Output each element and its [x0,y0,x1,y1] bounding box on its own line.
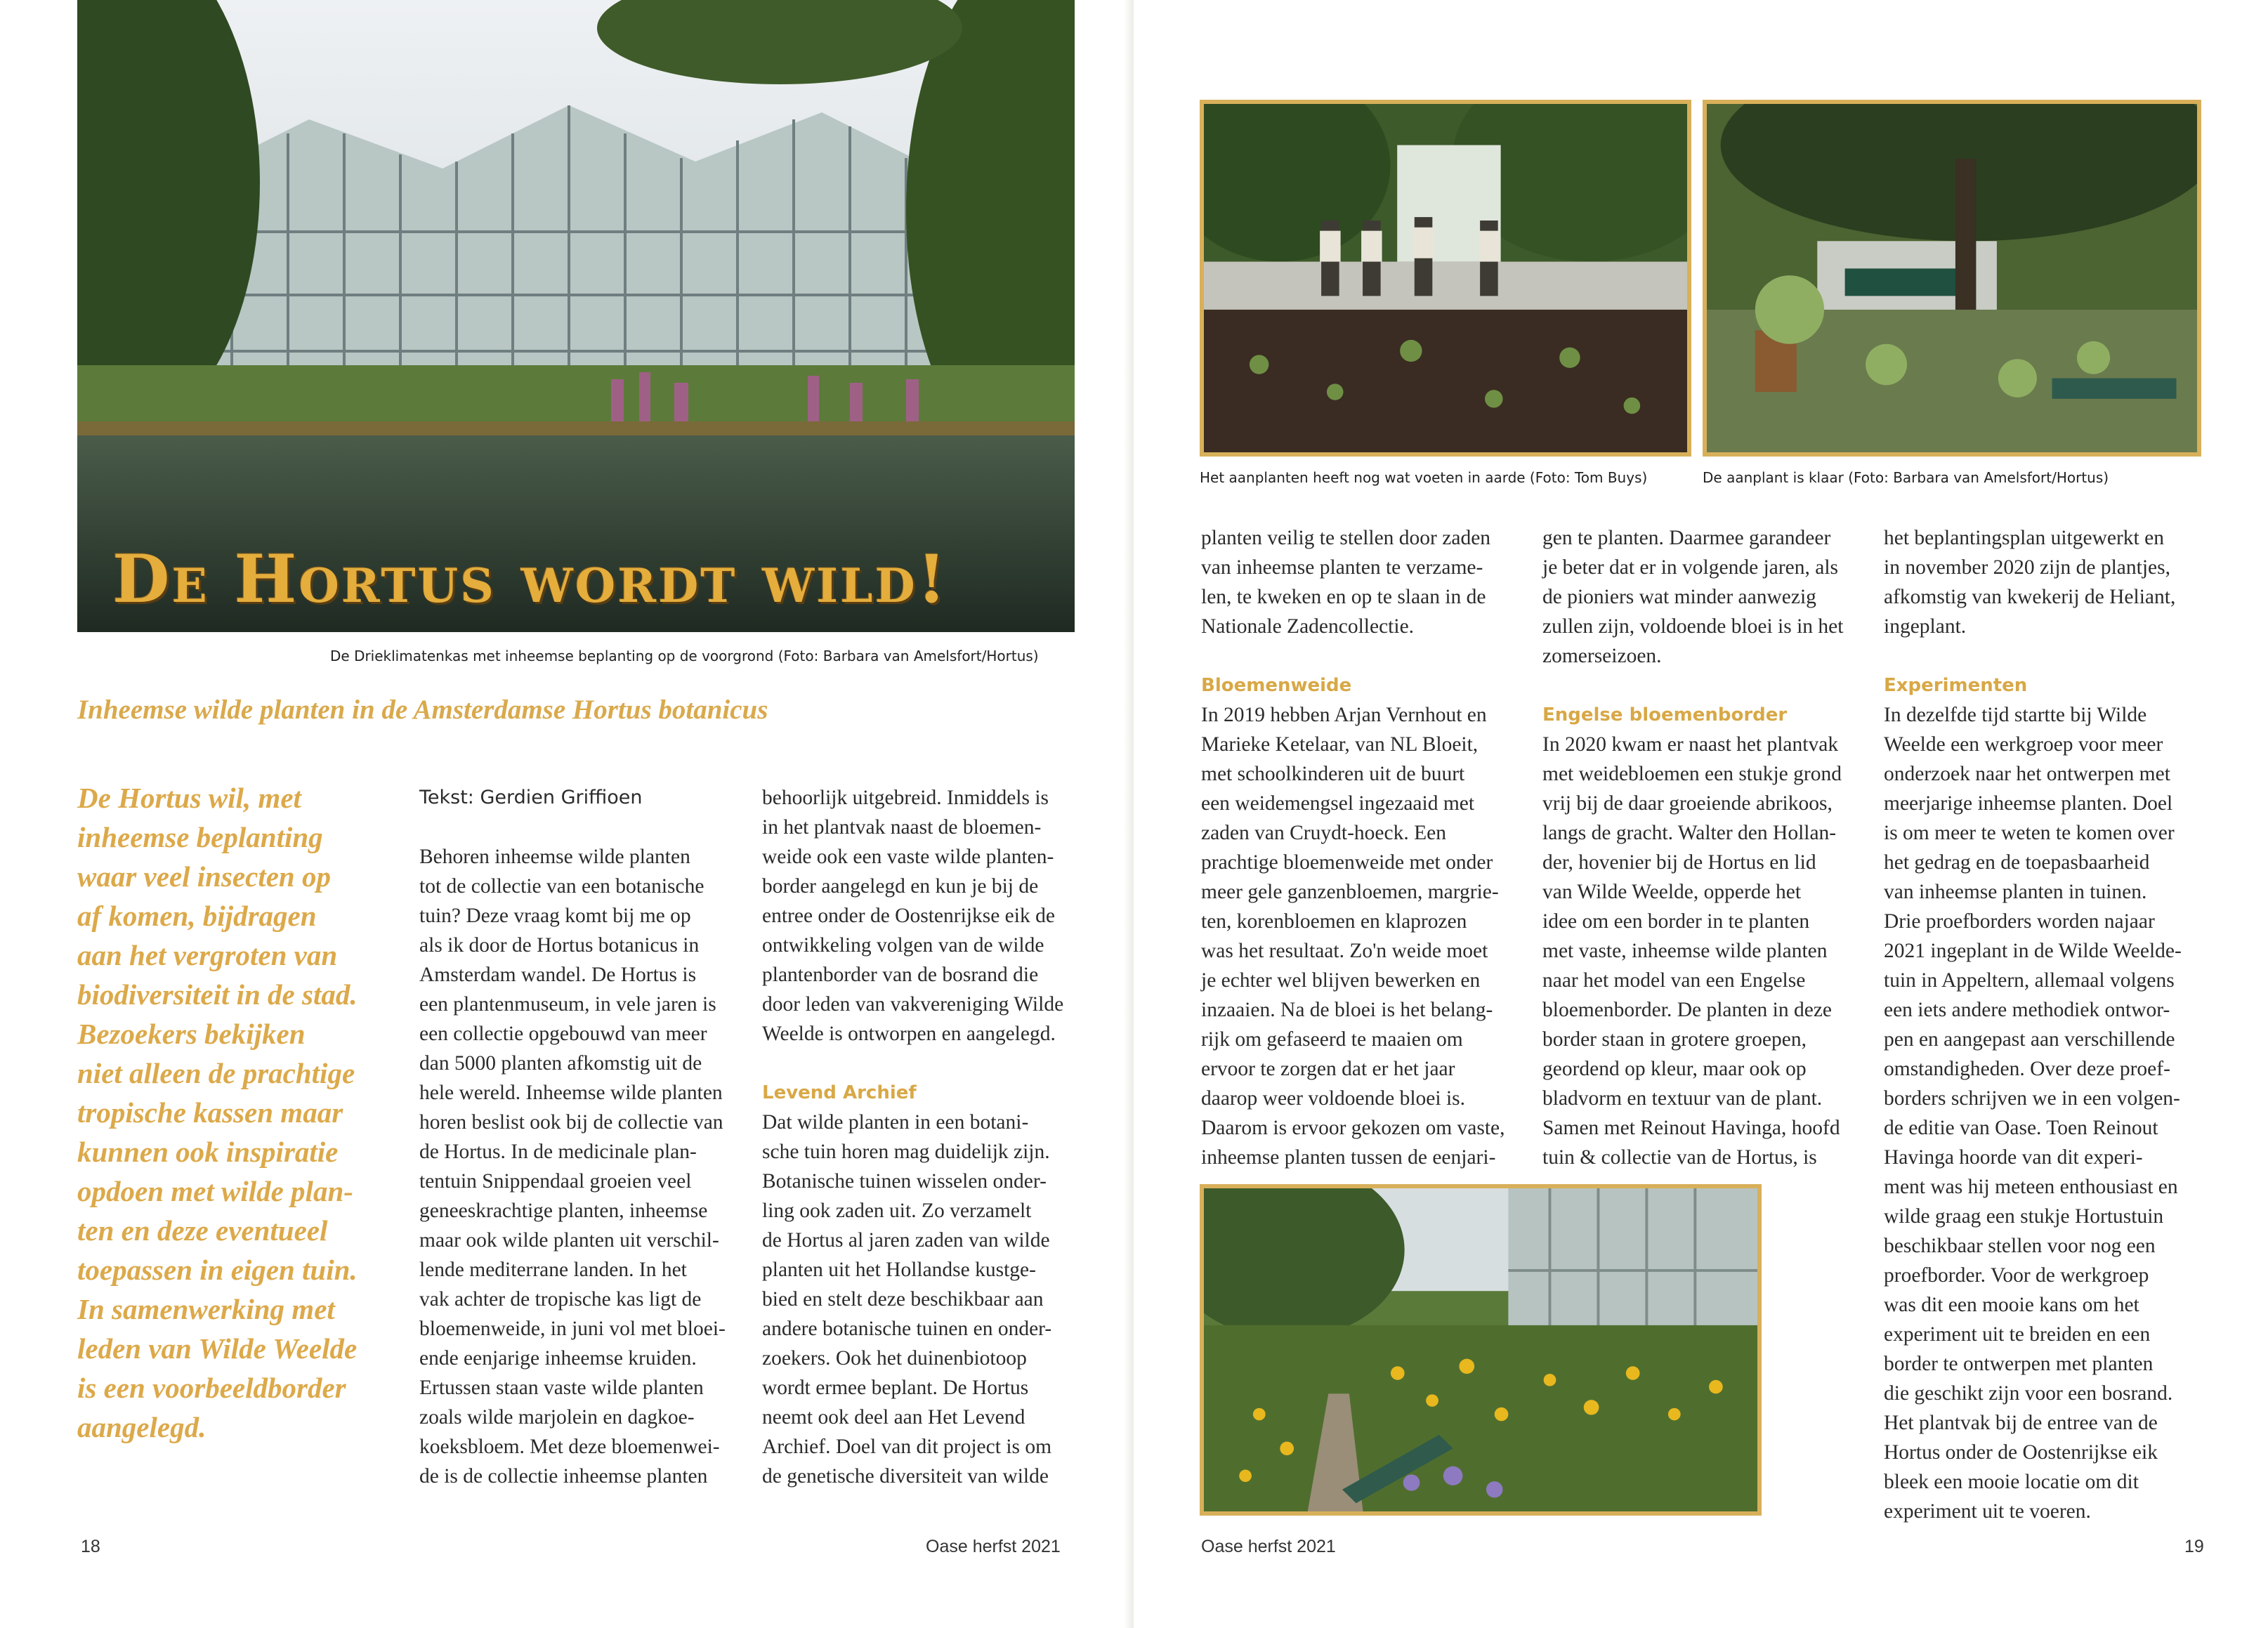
section-heading-levend-archief: Levend Archief [762,1082,917,1103]
body-line: In 2019 hebben Arjan Vernhout en [1201,704,1487,726]
body-line: je beter dat er in volgende jaren, als [1542,556,1839,579]
body-line: de editie van Oase. Toen Reinout [1884,1117,2158,1139]
body-line: zaden van Cruydt-hoeck. Een [1201,822,1446,844]
intro-line: De Hortus wil, met [77,782,301,814]
body-line: met vaste, inheemse wilde planten [1542,940,1828,962]
body-line: wordt ermee beplant. De Hortus [762,1377,1029,1399]
body-line: ingeplant. [1884,615,1967,638]
body-line: maar ook wilde planten uit verschil- [419,1229,719,1252]
body-line: de genetische diversiteit van wilde [762,1465,1049,1488]
hero-photo-caption: De Drieklimatenkas met inheemse beplanting op de voorgrond (Foto: Barbara van Amelsfort/Hortus) [330,648,1039,664]
body-line: was het resultaat. Zo'n weide moet [1201,940,1488,962]
body-line: zoals wilde marjolein en dagkoe- [419,1406,695,1429]
right-column-1 [1201,523,1531,1172]
body-line: de is de collectie inheemse planten [419,1465,708,1488]
body-line: bied en stelt deze beschikbaar aan [762,1288,1044,1311]
photo-planting-finished [1703,100,2201,457]
body-line: border aangelegd en kun je bij de [762,875,1039,898]
body-line: pen en aangepast aan verschillende [1884,1028,2175,1051]
body-line: experiment uit te breiden en een [1884,1323,2151,1346]
body-line: hele wereld. Inheemse wilde planten [419,1082,723,1104]
body-line: van inheemse planten te verzame- [1201,556,1483,579]
left-column-3 [762,783,1092,1491]
body-line: tuin? Deze vraag komt bij me op [419,905,691,927]
intro-line: aangelegd. [77,1411,207,1443]
body-line: rijk om gefaseerd te maaien om [1201,1028,1463,1051]
body-line: bloemenborder. De planten in deze [1542,999,1833,1021]
body-line: Archief. Doel van dit project is om [762,1436,1052,1458]
body-line: een iets andere methodiek ontwor- [1884,999,2170,1021]
body-line: omstandigheden. Over deze proef- [1884,1058,2170,1080]
body-line: tuin & collectie van de Hortus, is [1542,1146,1817,1169]
body-line: zullen zijn, voldoende bloei is in het [1542,615,1844,638]
body-line: borders schrijven we in een volgen- [1884,1087,2180,1110]
magazine-issue: Oase herfst 2021 [926,1537,1061,1556]
body-line: ende eenjarige inheemse kruiden. [419,1347,697,1370]
intro-line: ten en deze eventueel [77,1214,328,1247]
body-line: Havinga hoorde van dit experi- [1884,1146,2143,1169]
section-heading-engelse-bloemenborder: Engelse bloemenborder [1542,704,1788,726]
body-line: dan 5000 planten afkomstig uit de [419,1052,702,1075]
body-line: het gedrag en de toepasbaarheid [1884,851,2150,874]
body-line: wilde graag een stukje Hortustuin [1884,1205,2164,1228]
body-line: de Hortus al jaren zaden van wilde [762,1229,1050,1252]
intro-line: toepassen in eigen tuin. [77,1254,358,1286]
body-line: Weelde is ontworpen en aangelegd. [762,1023,1056,1045]
body-line: meerjarige inheemse planten. Doel [1884,792,2173,815]
page-number: 18 [81,1537,100,1556]
body-line: In dezelfde tijd startte bij Wilde [1884,704,2147,726]
article-headline: De Hortus wordt wild! [112,541,949,618]
body-line: in het plantvak naast de bloemen- [762,816,1042,839]
photo-planting-people [1200,100,1691,457]
body-line: ten, korenbloemen en klaprozen [1201,910,1467,933]
body-line: daarop weer voldoende bloei is. [1201,1087,1465,1110]
body-line: Nationale Zadencollectie. [1201,615,1415,638]
body-line: gen te planten. Daarmee garandeer [1542,527,1831,549]
right-column-2 [1542,523,1873,1172]
body-line: idee om een border in te planten [1542,910,1810,933]
body-line: zoekers. Ook het duinenbiotoop [762,1347,1027,1370]
intro-line: inheemse beplanting [77,821,323,853]
body-line: een plantenmuseum, in vele jaren is [419,993,716,1016]
body-line: Hortus onder de Oostenrijkse eik [1884,1441,2158,1464]
page-number: 19 [2184,1537,2204,1556]
section-heading-experimenten: Experimenten [1884,675,2028,696]
intro-line: opdoen met wilde plan- [77,1175,353,1207]
body-line: inzaaien. Na de bloei is het belang- [1201,999,1493,1021]
body-line: bloemenweide, in juni vol met bloei- [419,1318,726,1340]
body-line: 2021 ingeplant in de Wilde Weelde- [1884,940,2182,962]
body-line: In 2020 kwam er naast het plantvak [1542,733,1839,756]
body-line: van Wilde Weelde, opperde het [1542,881,1802,903]
body-line: bleek een mooie locatie om dit [1884,1471,2139,1493]
body-line: neemt ook deel aan Het Levend [762,1406,1025,1429]
photo-finished-caption: De aanplant is klaar (Foto: Barbara van Amelsfort/Hortus) [1703,469,2109,486]
body-line: planten uit het Hollandse kustge- [762,1259,1036,1281]
body-line: border te ontwerpen met planten [1884,1353,2154,1375]
body-line: inheemse planten tussen de eenjari- [1201,1146,1496,1169]
byline: Tekst: Gerdien Griffioen [419,787,643,808]
body-line: Dat wilde planten in een botani- [762,1111,1029,1134]
body-line: Botanische tuinen wisselen onder- [762,1170,1047,1193]
body-line: lende mediterrane landen. In het [419,1259,687,1281]
body-line: tuin in Appeltern, allemaal volgens [1884,969,2175,992]
body-line: ling ook zaden uit. Zo verzamelt [762,1200,1032,1222]
body-line: vrij bij de daar groeiende abrikoos, [1542,792,1833,815]
body-line: met schoolkinderen uit de buurt [1201,763,1465,785]
body-line: Drie proefborders worden najaar [1884,910,2155,933]
body-line: Samen met Reinout Havinga, hoofd [1542,1117,1840,1139]
magazine-issue: Oase herfst 2021 [1201,1537,1336,1556]
body-line: prachtige bloemenweide met onder [1201,851,1493,874]
body-line: van inheemse planten in tuinen. [1884,881,2147,903]
intro-line: tropische kassen maar [77,1096,343,1129]
body-line: onderzoek naar het ontwerpen met [1884,763,2170,785]
intro-line: In samenwerking met [77,1293,335,1325]
body-line: afkomstig van kwekerij de Heliant, [1884,586,2176,608]
body-line: koeksbloem. Met deze bloemenwei- [419,1436,720,1458]
intro-line: af komen, bijdragen [77,900,317,932]
body-line: weide ook een vaste wilde planten- [762,846,1054,868]
body-line: een collectie opgebouwd van meer [419,1023,707,1045]
body-line: der, hovenier bij de Hortus en lid [1542,851,1816,874]
body-line: door leden van vakvereniging Wilde [762,993,1064,1016]
body-line: entree onder de Oostenrijkse eik de [762,905,1055,927]
body-line: met weidebloemen een stukje grond [1542,763,1842,785]
body-line: andere botanische tuinen en onder- [762,1318,1052,1340]
body-line: behoorlijk uitgebreid. Inmiddels is [762,787,1049,809]
body-line: in november 2020 zijn de plantjes, [1884,556,2170,579]
body-line: langs de gracht. Walter den Hollan- [1542,822,1837,844]
intro-line: niet alleen de prachtige [77,1057,355,1089]
body-line: beschikbaar stellen voor nog een [1884,1235,2156,1257]
body-line: ervoor te zorgen dat er het jaar [1201,1058,1455,1080]
body-line: Ertussen staan vaste wilde planten [419,1377,704,1399]
body-line: Marieke Ketelaar, van NL Bloeit, [1201,733,1479,756]
body-line: Behoren inheemse wilde planten [419,846,690,868]
article-subtitle: Inheemse wilde planten in de Amsterdamse Hortus botanicus [77,695,768,725]
photo-planting-caption: Het aanplanten heeft nog wat voeten in aarde (Foto: Tom Buys) [1200,469,1648,486]
intro-line: Bezoekers bekijken [77,1018,306,1050]
body-line: tentuin Snippendaal groeien veel [419,1170,692,1193]
body-line: Het plantvak bij de entree van de [1884,1412,2158,1434]
right-column-3 [1884,523,2214,1526]
intro-line: kunnen ook inspiratie [77,1136,339,1168]
body-line: die geschikt zijn voor een bosrand. [1884,1382,2173,1405]
body-line: tot de collectie van een botanische [419,875,704,898]
intro-line: waar veel insecten op [77,860,331,893]
body-line: horen beslist ook bij de collectie van [419,1111,723,1134]
body-line: geordend op kleur, maar ook op [1542,1058,1807,1080]
section-heading-bloemenweide: Bloemenweide [1201,675,1352,696]
right-page [1134,0,2268,1628]
body-line: planten veilig te stellen door zaden [1201,527,1491,549]
body-line: een weidemengsel ingezaaid met [1201,792,1475,815]
body-line: de Hortus. In de medicinale plan- [419,1141,697,1163]
body-line: plantenborder van de bosrand die [762,964,1039,986]
body-line: experiment uit te voeren. [1884,1500,2091,1523]
body-line: Weelde een werkgroep voor meer [1884,733,2163,756]
left-column-2 [419,783,749,1491]
intro-line: biodiversiteit in de stad. [77,978,358,1011]
body-line: Amsterdam wandel. De Hortus is [419,964,697,986]
body-line: ment was hij meteen enthousiast en [1884,1176,2178,1198]
body-line: het beplantingsplan uitgewerkt en [1884,527,2164,549]
hero-photo-greenhouse [77,0,1075,632]
body-line: naar het model van een Engelse [1542,969,1806,992]
intro-line: aan het vergroten van [77,939,338,971]
body-line: proefborder. Voor de werkgroep [1884,1264,2149,1287]
body-line: als ik door de Hortus botanicus in [419,934,700,957]
body-line: is om meer te weten te komen over [1884,822,2175,844]
intro-line: leden van Wilde Weelde [77,1332,358,1365]
body-line: ontwikkeling volgen van de wilde [762,934,1044,957]
body-line: len, te kweken en op te slaan in de [1201,586,1486,608]
body-line: je echter wel blijven bewerken en [1201,969,1481,992]
body-line: sche tuin horen mag duidelijk zijn. [762,1141,1050,1163]
body-line: zomerseizoen. [1542,645,1662,667]
body-line: vak achter de tropische kas ligt de [419,1288,702,1311]
photo-flower-border [1200,1184,1762,1516]
body-line: bladvorm en textuur van de plant. [1542,1087,1823,1110]
body-line: was dit een mooie kans om het [1884,1294,2139,1316]
body-line: meer gele ganzenbloemen, margrie- [1201,881,1499,903]
body-line: Daarom is ervoor gekozen om vaste, [1201,1117,1505,1139]
body-line: geneeskrachtige planten, inheemse [419,1200,708,1222]
body-line: border staan in grotere groepen, [1542,1028,1807,1051]
body-line: de pioniers wat minder aanwezig [1542,586,1816,608]
intro-line: is een voorbeeldborder [77,1372,346,1404]
intro-paragraph [77,778,400,1447]
